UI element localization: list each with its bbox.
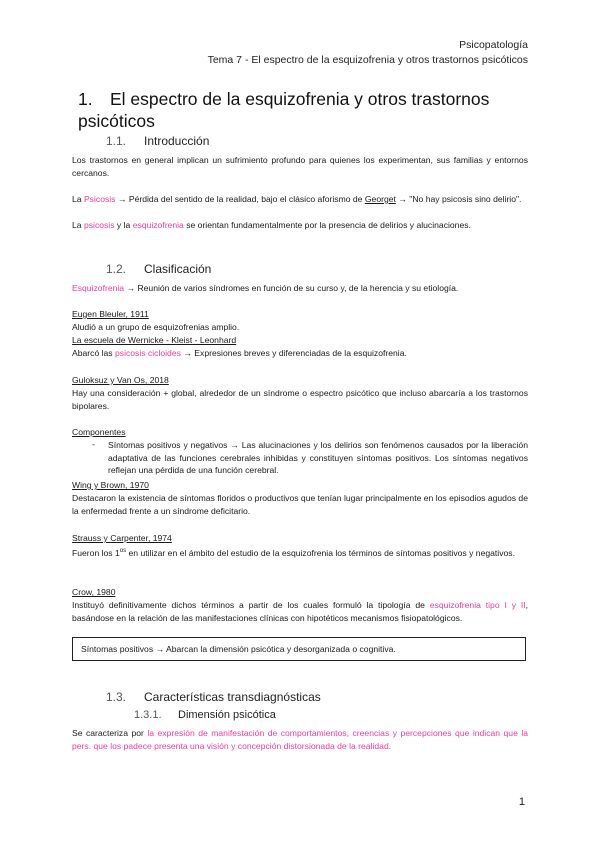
highlight-box [72, 637, 526, 661]
text: Instituyó definitivamente dichos términos a partir de los cuales formuló la tipología de [72, 600, 430, 610]
page-number: 1 [518, 796, 525, 808]
section-title-text: El espectro de la esquizofrenia y otros trastornos psicóticos [78, 89, 490, 131]
wing-text: Destacaron la existencia de síntomas floridos o productivos que tenían lugar principalmente en los episodios agudos de la enfermedad frente a un síndrome deficitario. [72, 493, 528, 516]
ref-wing: Wing y Brown, 1970 [72, 480, 149, 490]
highlighted-definition: la expresión de manifestación de comportamientos, creencias y percepciones que indican que la pers. que los padece presenta una visión y concepción distorsionada de la realidad. [72, 728, 529, 751]
componentes-text: Síntomas positivos y negativos → Las alucinaciones y los delirios son fenómenos causados por la liberación adaptativa de las funciones cerebrales inhibidas y constituyen síntomas positivos. Los síntomas negativos reflejan una pérdida de una función cerebral. [108, 440, 528, 475]
text: y la [114, 220, 133, 230]
term-esquizofrenia-tipo: esquizofrenia tipo I y II [429, 600, 526, 610]
text: Fueron los 1 [72, 547, 120, 558]
subsection-caracteristicas [106, 690, 321, 704]
term-psicosis: psicosis [83, 220, 115, 230]
term-esquizofrenia: esquizofrenia [132, 220, 184, 230]
superscript: os [119, 548, 127, 554]
subsection-clasificacion [106, 262, 211, 276]
text: La [72, 194, 84, 204]
esquizofrenia-definition [72, 282, 528, 295]
text: → Expresiones breves y diferenciadas de la esquizofrenia. [180, 348, 407, 358]
wernicke-text [72, 347, 528, 360]
ref-bleuler: Eugen Bleuler, 1911 [72, 309, 149, 319]
crow-text [72, 599, 528, 624]
text: → Reunión de varios síndromes en función de su curso y, de la herencia y su etiología. [124, 283, 459, 293]
psicosis-definition [72, 193, 528, 206]
subsection-title: Clasificación [144, 262, 212, 276]
subsubsection-title: Dimensión psicótica [178, 709, 276, 721]
ref-wernicke: La escuela de Wernicke - Kleist - Leonhard [72, 335, 237, 345]
text: Abarcó las [72, 348, 115, 358]
text: → "No hay psicosis sino delirio". [395, 194, 522, 204]
text: La [72, 220, 84, 230]
subsection-number: 1.2. [106, 262, 127, 276]
term-psicosis: Psicosis [83, 194, 116, 204]
highlight-box-text: Síntomas positivos → Abarcan la dimensión psicótica y desorganizada o cognitiva. [81, 644, 396, 654]
term-esquizofrenia: Esquizofrenia [72, 283, 125, 293]
subsubsection-number: 1.3.1. [134, 709, 162, 721]
text: → Pérdida del sentido de la realidad, bajo el clásico aforismo de [115, 194, 365, 204]
author-name: Georget [364, 194, 396, 204]
subsection-number: 1.3. [106, 690, 127, 704]
ref-strauss: Strauss y Carpenter, 1974 [72, 533, 172, 543]
ref-guloksuz: Guloksuz y Van Os, 2018 [72, 375, 169, 385]
dimension-psicotica-text [72, 727, 528, 752]
ref-componentes: Componentes [72, 427, 126, 437]
guloksuz-text: Hay una consideración + global, alrededor de un síndrome o espectro psicótico que incluso abarcaría a los trastornos bipolares. [72, 388, 528, 411]
header-topic: Tema 7 - El espectro de la esquizofrenia y otros trastornos psicóticos [207, 54, 528, 66]
list-bullet: - [92, 439, 95, 449]
bleuler-text: Aludió a un grupo de esquizofrenias amplio. [72, 322, 240, 332]
header-course: Psicopatología [459, 39, 528, 51]
section-title [78, 88, 538, 132]
subsection-introduccion [106, 134, 209, 148]
ref-crow: Crow, 1980 [72, 587, 116, 597]
text: se orientan fundamentalmente por la presencia de delirios y alucinaciones. [183, 220, 471, 230]
text: Se caracteriza por [72, 728, 148, 738]
intro-paragraph: Los trastornos en general implican un sufrimiento profundo para quienes los experimentan, sus familias y entornos cercanos. [72, 155, 528, 178]
section-number: 1. [78, 89, 93, 109]
text: en utilizar en el ámbito del estudio de la esquizofrenia los términos de síntomas positivos y negativos. [126, 547, 515, 558]
subsubsection-dimension-psicotica [134, 709, 276, 721]
strauss-text [72, 545, 528, 559]
text: , basándose en la relación de las manifestaciones clínicas con hipotéticos mecanismos fisiopatológicos. [72, 600, 529, 623]
subsection-number: 1.1. [106, 134, 127, 148]
psicosis-esquizofrenia-paragraph [72, 219, 528, 232]
subsection-title: Características transdiagnósticas [144, 690, 321, 704]
running-header [208, 38, 528, 68]
term-psicosis-cicloides: psicosis cicloides [115, 348, 181, 358]
subsection-title: Introducción [144, 134, 210, 148]
